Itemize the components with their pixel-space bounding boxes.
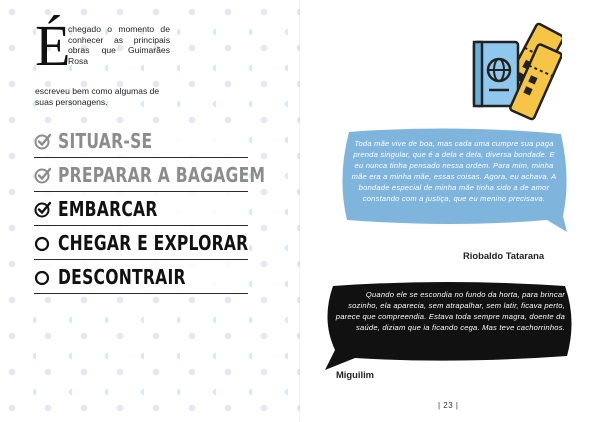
quote-speaker: Riobaldo Tatarana bbox=[463, 250, 545, 261]
passport-tickets-icon bbox=[470, 20, 562, 124]
menu-item-preparar-a-bagagem[interactable] bbox=[34, 158, 266, 192]
intro-dropcap: É bbox=[35, 13, 71, 78]
menu-item-chegar-e-explorar[interactable] bbox=[34, 226, 248, 260]
check-circle-icon bbox=[34, 200, 52, 218]
menu-item-label: DESCONTRAIR bbox=[58, 264, 186, 289]
menu-item-embarcar[interactable] bbox=[34, 192, 248, 226]
check-circle-icon bbox=[34, 132, 52, 150]
quote-text: Toda mãe vive de boa, mas cada uma cumpre sua paga prenda singular, que é a dela e dela, diversa bondade. E eu nunca tinha pensado nessa ordem. Para mim, minha mãe era a minha mãe, essas coisas. Agora, eu achava. A bondade especial de minha mãe tinha sido a de amor constando com a justiça, que eu menino precisava. bbox=[351, 139, 557, 203]
empty-circle-icon bbox=[34, 234, 52, 252]
intro-text: chegado o momento de conhecer as principais obras que Guimarães Rosa bbox=[68, 24, 170, 66]
menu-item-situar-se[interactable] bbox=[34, 124, 248, 158]
empty-circle-icon bbox=[34, 268, 52, 286]
intro-text-continued: escreveu bem como algumas de suas personagens. bbox=[35, 86, 160, 107]
menu-item-label: CHEGAR E EXPLORAR bbox=[58, 230, 249, 255]
menu-item-label: SITUAR-SE bbox=[58, 128, 153, 153]
journey-menu bbox=[34, 124, 266, 294]
check-circle-icon bbox=[34, 166, 52, 184]
quote-speaker: Miguilim bbox=[336, 369, 375, 380]
quote-bubble-riobaldo bbox=[335, 128, 571, 234]
page-number: | 23 | bbox=[438, 401, 459, 410]
quote-text: Quando ele se escondia no fundo da horta, para brincar sozinho, ela aparecia, sem atrapalhar, sem latir, ficava perto, parece que compreendia. Estava toda sempre magra, doente da saúde, diziam que ia ficando cega. Mas teve cachorrinhos. bbox=[335, 290, 565, 332]
menu-item-descontrair[interactable] bbox=[34, 260, 248, 294]
quote-bubble-miguilim bbox=[315, 280, 577, 370]
menu-item-label: PREPARAR A BAGAGEM bbox=[58, 162, 266, 187]
menu-item-label: EMBARCAR bbox=[58, 196, 158, 221]
